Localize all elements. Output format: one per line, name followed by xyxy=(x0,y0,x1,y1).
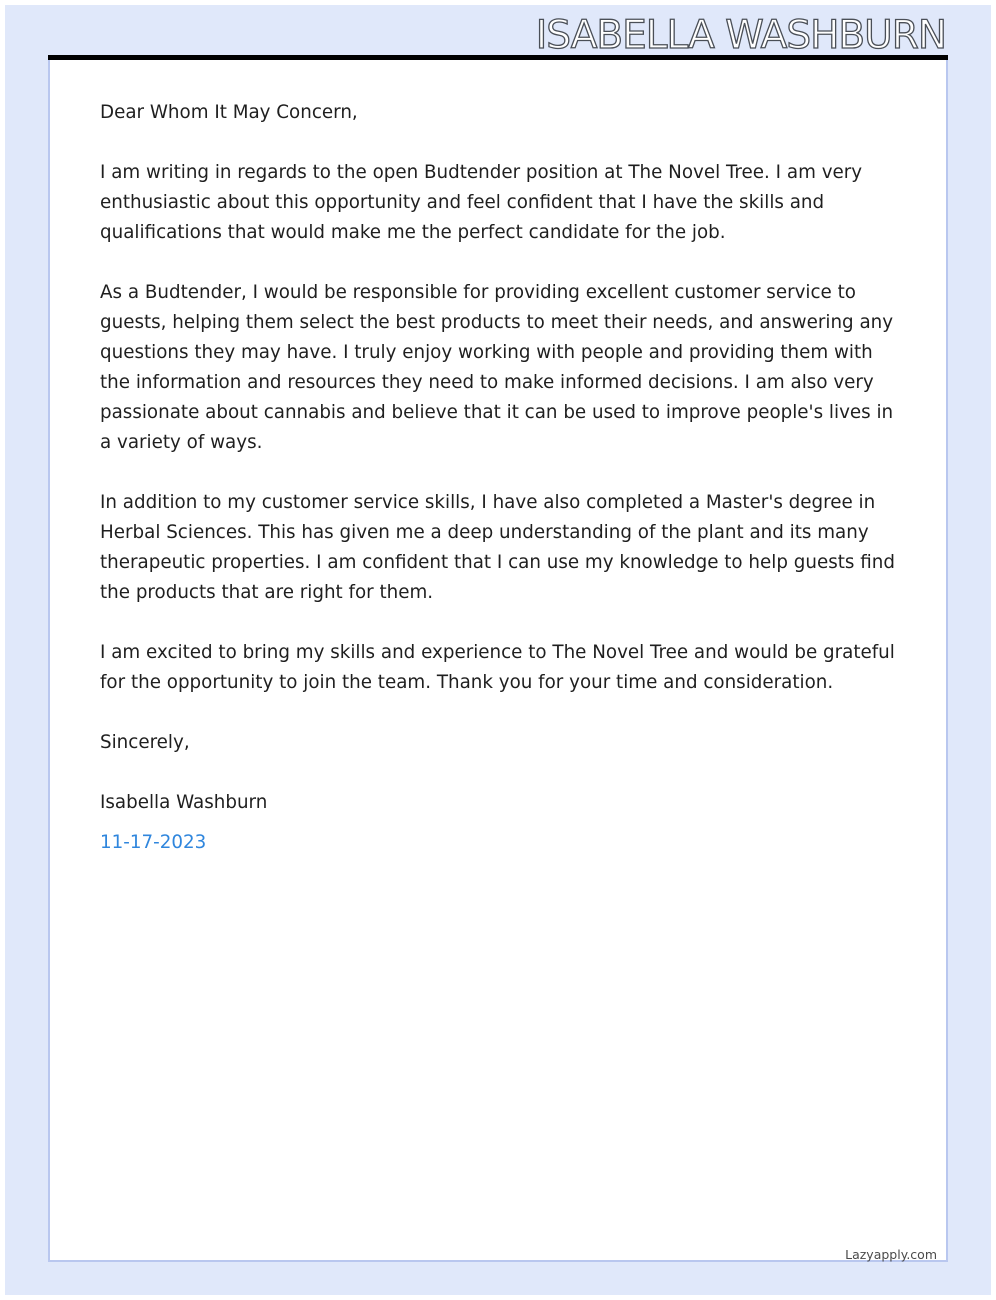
letter-signature: Isabella Washburn xyxy=(100,792,268,813)
letter-paragraph: I am writing in regards to the open Budtender position at The Novel Tree. I am very enthusiastic about this opportunity and feel confident that I have the skills and qualifications that would make me the perfect candidate for the job. xyxy=(100,162,863,243)
letter-paragraph: In addition to my customer service skills, I have also completed a Master's degree in Herbal Sciences. This has given me a deep understanding of the plant and its many therapeutic properties. I am confident that I can use my knowledge to help guests find the products that are right for them. xyxy=(100,492,895,603)
watermark-text: Lazyapply.com xyxy=(845,1247,937,1262)
letter-body xyxy=(100,98,900,858)
letter-date: 11-17-2023 xyxy=(100,832,207,853)
letter-paragraph: As a Budtender, I would be responsible for providing excellent customer service to guests, helping them select the best products to meet their needs, and answering any questions they may have. I truly enjoy working with people and providing them with the information and resources they need to make informed decisions. I am also very passionate about cannabis and believe that it can be used to improve people's lives in a variety of ways. xyxy=(100,282,894,453)
letter-greeting: Dear Whom It May Concern, xyxy=(100,102,358,123)
applicant-name: ISABELLA WASHBURN xyxy=(535,13,946,58)
letter-paragraph: I am excited to bring my skills and experience to The Novel Tree and would be grateful for the opportunity to join the team. Thank you for your time and consideration. xyxy=(100,642,895,693)
letter-closing: Sincerely, xyxy=(100,732,190,753)
